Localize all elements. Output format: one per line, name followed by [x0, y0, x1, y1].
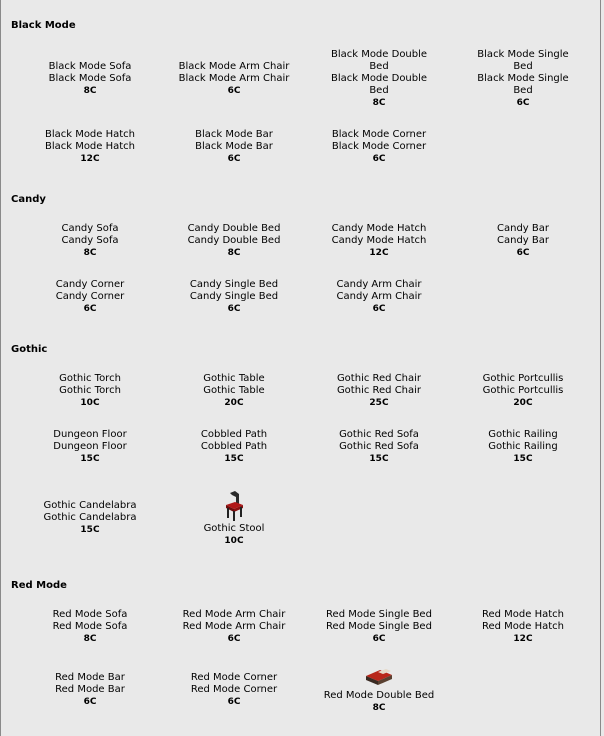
item-price: 6C — [227, 304, 241, 314]
item-subtitle: Gothic Torch — [59, 385, 121, 396]
item-name: Cobbled Path — [200, 429, 268, 440]
item-name: Red Mode Double Bed — [323, 690, 435, 701]
catalog-item-red-mode-arm-chair[interactable] — [162, 609, 306, 645]
section-title-black-mode: Black Mode — [11, 20, 76, 31]
gothic-stool-icon — [222, 491, 246, 521]
item-subtitle: Black Mode Arm Chair — [178, 73, 290, 84]
item-subtitle: Red Mode Sofa — [52, 621, 128, 632]
item-price: 6C — [516, 98, 530, 108]
catalog-item-gothic-torch[interactable] — [18, 373, 162, 409]
item-price: 6C — [227, 86, 241, 96]
catalog-item-black-mode-arm-chair[interactable] — [162, 61, 306, 97]
item-subtitle: Black Mode Hatch — [44, 141, 136, 152]
item-name: Candy Mode Hatch — [331, 223, 427, 234]
item-name: Gothic Railing — [488, 429, 558, 440]
item-subtitle: Gothic Red Sofa — [339, 441, 419, 452]
catalog-item-black-mode-sofa[interactable] — [18, 61, 162, 97]
catalog-item-black-mode-single-bed[interactable] — [450, 49, 596, 109]
section-title-red-mode: Red Mode — [11, 580, 67, 591]
item-price: 15C — [369, 454, 389, 464]
item-price: 6C — [516, 248, 530, 258]
catalog-item-black-mode-bar[interactable] — [162, 129, 306, 165]
catalog-item-gothic-railing[interactable] — [450, 429, 596, 465]
section-title-candy: Candy — [11, 194, 46, 205]
catalog-item-gothic-red-sofa[interactable] — [306, 429, 452, 465]
item-name: Black Mode Hatch — [44, 129, 136, 140]
item-price: 15C — [80, 525, 100, 535]
catalog-item-red-mode-bar[interactable] — [18, 672, 162, 708]
catalog-item-candy-single-bed[interactable] — [162, 279, 306, 315]
item-price: 6C — [372, 634, 386, 644]
item-subtitle: Candy Double Bed — [187, 235, 281, 246]
catalog-item-black-mode-corner[interactable] — [306, 129, 452, 165]
item-price: 6C — [227, 634, 241, 644]
item-subtitle: Black Mode Sofa — [48, 73, 132, 84]
item-name: Gothic Portcullis — [482, 373, 564, 384]
item-price: 6C — [83, 697, 97, 707]
item-name: Candy Bar — [497, 223, 549, 234]
item-name: Gothic Torch — [59, 373, 121, 384]
item-price: 8C — [83, 86, 97, 96]
item-name: Candy Double Bed — [187, 223, 281, 234]
item-price: 6C — [83, 304, 97, 314]
item-name: Gothic Stool — [203, 523, 265, 534]
item-price: 6C — [372, 154, 386, 164]
catalog-item-candy-sofa[interactable] — [18, 223, 162, 259]
catalog-item-gothic-red-chair[interactable] — [306, 373, 452, 409]
catalog-item-candy-double-bed[interactable] — [162, 223, 306, 259]
item-price: 6C — [227, 154, 241, 164]
item-subtitle: Gothic Railing — [488, 441, 558, 452]
catalog-item-red-mode-double-bed[interactable] — [306, 668, 452, 714]
catalog-item-candy-mode-hatch[interactable] — [306, 223, 452, 259]
catalog-item-cobbled-path[interactable] — [162, 429, 306, 465]
item-price: 20C — [224, 398, 244, 408]
item-name: Candy Arm Chair — [336, 279, 422, 290]
item-name: Black Mode Double Bed — [330, 49, 428, 72]
item-subtitle: Gothic Table — [203, 385, 265, 396]
item-name: Black Mode Single Bed — [477, 49, 569, 72]
item-price: 6C — [227, 697, 241, 707]
item-name: Gothic Table — [203, 373, 265, 384]
item-subtitle: Black Mode Corner — [331, 141, 427, 152]
catalog-item-candy-corner[interactable] — [18, 279, 162, 315]
item-subtitle: Red Mode Arm Chair — [182, 621, 286, 632]
catalog-item-black-mode-double-bed[interactable] — [306, 49, 452, 109]
item-name: Red Mode Single Bed — [326, 609, 432, 620]
catalog-item-candy-arm-chair[interactable] — [306, 279, 452, 315]
catalog-item-gothic-stool[interactable] — [162, 491, 306, 547]
item-subtitle: Red Mode Hatch — [481, 621, 564, 632]
item-price: 15C — [513, 454, 533, 464]
item-price: 15C — [224, 454, 244, 464]
item-subtitle: Black Mode Double Bed — [330, 73, 428, 96]
item-subtitle: Black Mode Bar — [195, 141, 273, 152]
item-name: Red Mode Sofa — [52, 609, 128, 620]
item-name: Red Mode Hatch — [481, 609, 564, 620]
catalog-item-gothic-portcullis[interactable] — [450, 373, 596, 409]
item-name: Red Mode Bar — [55, 672, 125, 683]
item-price: 12C — [80, 154, 100, 164]
item-subtitle: Candy Mode Hatch — [331, 235, 427, 246]
item-name: Gothic Candelabra — [43, 500, 137, 511]
item-name: Dungeon Floor — [53, 429, 127, 440]
catalog-item-red-mode-sofa[interactable] — [18, 609, 162, 645]
item-price: 20C — [513, 398, 533, 408]
item-subtitle: Red Mode Bar — [55, 684, 125, 695]
item-subtitle: Candy Sofa — [61, 235, 119, 246]
item-subtitle: Cobbled Path — [200, 441, 268, 452]
catalog-item-candy-bar[interactable] — [450, 223, 596, 259]
item-name: Gothic Red Chair — [336, 373, 422, 384]
item-subtitle: Candy Single Bed — [189, 291, 279, 302]
item-name: Red Mode Corner — [190, 672, 278, 683]
item-name: Candy Corner — [55, 279, 125, 290]
item-price: 12C — [369, 248, 389, 258]
item-subtitle: Red Mode Single Bed — [326, 621, 432, 632]
item-subtitle: Candy Bar — [497, 235, 549, 246]
item-price: 8C — [83, 248, 97, 258]
item-price: 10C — [80, 398, 100, 408]
red-mode-double-bed-icon — [364, 668, 394, 688]
item-name: Gothic Red Sofa — [339, 429, 419, 440]
item-price: 12C — [513, 634, 533, 644]
catalog-item-dungeon-floor[interactable] — [18, 429, 162, 465]
catalog-item-red-mode-corner[interactable] — [162, 672, 306, 708]
item-price: 25C — [369, 398, 389, 408]
catalog-item-red-mode-hatch[interactable] — [450, 609, 596, 645]
item-price: 10C — [224, 536, 244, 546]
item-subtitle: Candy Arm Chair — [336, 291, 422, 302]
item-subtitle: Gothic Portcullis — [482, 385, 564, 396]
item-subtitle: Candy Corner — [55, 291, 125, 302]
item-name: Black Mode Bar — [195, 129, 273, 140]
item-subtitle: Gothic Red Chair — [336, 385, 422, 396]
item-name: Candy Single Bed — [189, 279, 279, 290]
catalog-item-black-mode-hatch[interactable] — [18, 129, 162, 165]
item-name: Black Mode Arm Chair — [178, 61, 290, 72]
item-name: Candy Sofa — [61, 223, 119, 234]
item-price: 8C — [227, 248, 241, 258]
item-name: Red Mode Arm Chair — [182, 609, 286, 620]
item-subtitle: Black Mode Single Bed — [477, 73, 569, 96]
catalog-item-gothic-table[interactable] — [162, 373, 306, 409]
item-subtitle: Dungeon Floor — [53, 441, 127, 452]
item-price: 8C — [83, 634, 97, 644]
item-price: 8C — [372, 703, 386, 713]
catalog-item-gothic-candelabra[interactable] — [18, 500, 162, 536]
catalog-item-red-mode-single-bed[interactable] — [306, 609, 452, 645]
item-price: 8C — [372, 98, 386, 108]
item-price: 15C — [80, 454, 100, 464]
item-subtitle: Red Mode Corner — [190, 684, 278, 695]
section-title-gothic: Gothic — [11, 344, 48, 355]
item-subtitle: Gothic Candelabra — [43, 512, 137, 523]
item-price: 6C — [372, 304, 386, 314]
item-name: Black Mode Corner — [331, 129, 427, 140]
item-name: Black Mode Sofa — [48, 61, 132, 72]
